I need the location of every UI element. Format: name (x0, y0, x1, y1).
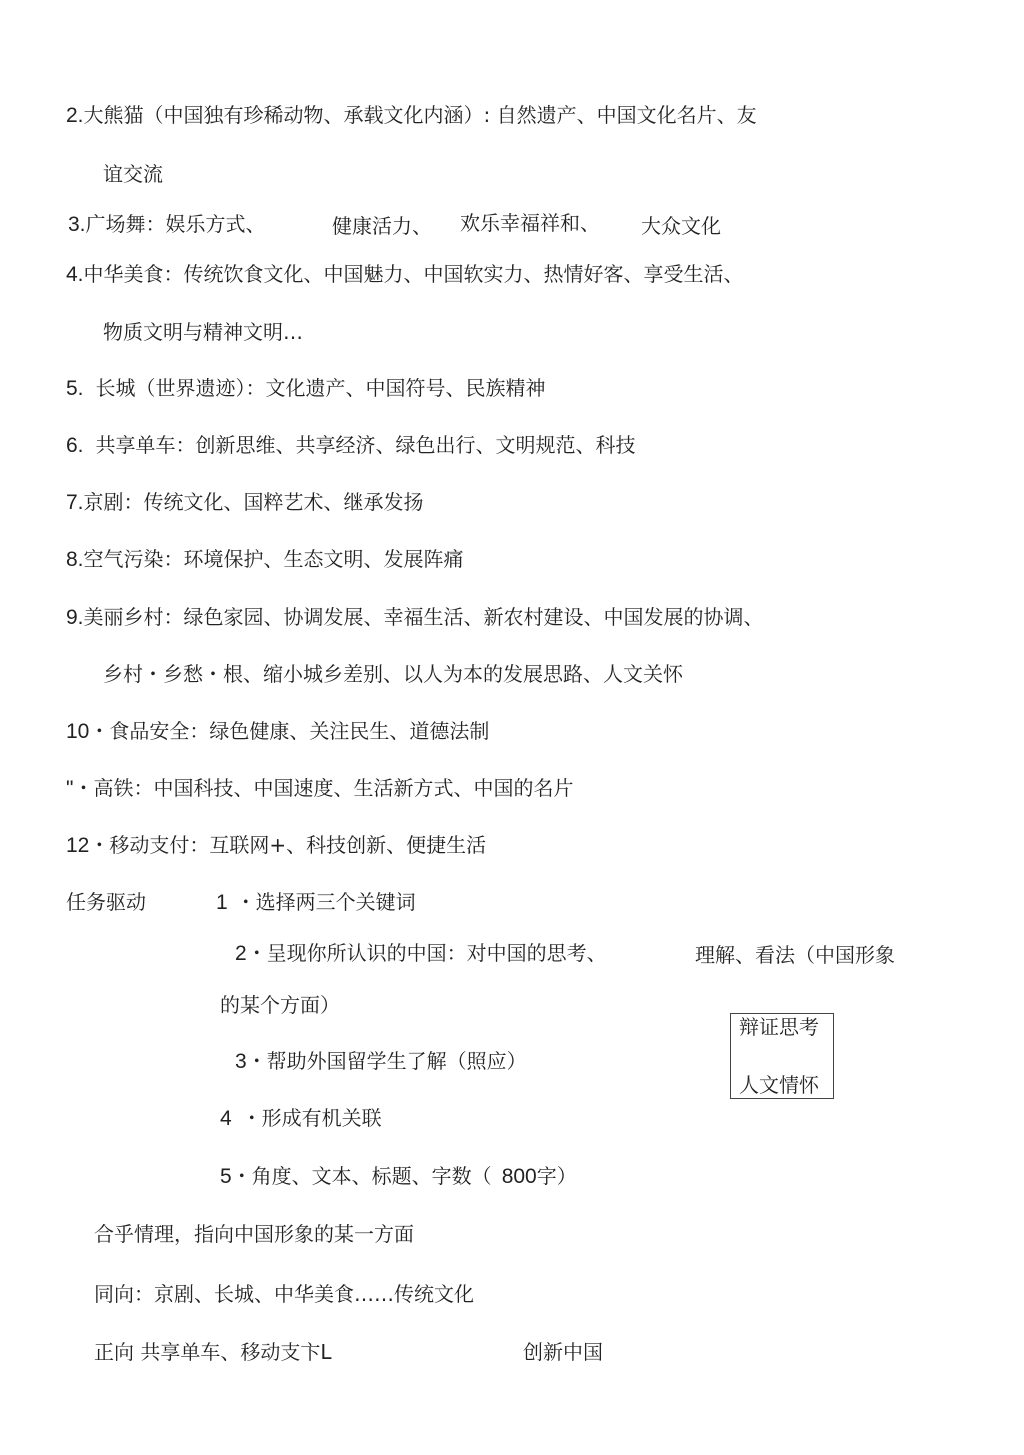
box-line-1: 辩证思考 (739, 1015, 819, 1039)
note-line-3: 正向 共享单车、移动支卞L (94, 1340, 332, 1364)
item-text: ・高铁：中国科技、中国速度、生活新方式、中国的名片 (73, 776, 574, 800)
item-text: 中华美食：传统饮食文化、中国魅力、中国软实力、热情好客、享受生活、 (83, 262, 744, 286)
item-number: 5. (66, 377, 84, 400)
item-12 (66, 832, 486, 859)
keyword-box (730, 1013, 834, 1099)
item-3-part-c: 欢乐幸福祥和、 (460, 211, 600, 235)
item-text: 共享单车：创新思维、共享经济、绿色出行、文明规范、科技 (95, 433, 636, 457)
task-step-4 (220, 1105, 382, 1132)
item-11 (66, 775, 573, 802)
item-9-continuation: 乡村・乡愁・根、缩小城乡差别、以人为本的发展思路、人文关怀 (103, 662, 683, 686)
step-number: 3 (235, 1050, 247, 1073)
item-7 (66, 489, 424, 516)
item-9 (66, 604, 764, 631)
item-5 (66, 375, 546, 402)
item-number: 6. (66, 434, 84, 457)
step-number: 2 (235, 942, 247, 965)
task-step-1 (216, 889, 416, 916)
step-number: 5 (220, 1165, 232, 1188)
box-line-2: 人文情怀 (739, 1073, 819, 1097)
step-text: ・呈现你所认识的中国：对中国的思考、 (246, 941, 607, 965)
item-text: ・移动支付：互联网+、科技创新、便捷生活 (89, 833, 487, 857)
step-text: ・帮助外国留学生了解（照应） (246, 1049, 527, 1073)
item-3-part-b: 健康活力、 (332, 214, 432, 238)
item-text: 空气污染：环境保护、生态文明、发展阵痛 (83, 547, 464, 571)
item-4 (66, 261, 744, 288)
item-6 (66, 432, 636, 459)
step-text: ・选择两三个关键词 (235, 890, 416, 914)
step-number: 4 (220, 1107, 232, 1130)
task-step-3 (235, 1048, 527, 1075)
item-number: 9. (66, 606, 84, 629)
note-line-1: 合乎情理，指向中国形象的某一方面 (94, 1222, 414, 1246)
item-10 (66, 718, 489, 745)
step-text-end: 字） (536, 1164, 577, 1188)
step-text: ・形成有机关联 (241, 1106, 382, 1130)
item-text: ・食品安全：绿色健康、关注民生、道德法制 (89, 719, 490, 743)
note-line-2: 同向：京剧、长城、中华美食……传统文化 (94, 1282, 474, 1306)
task-label: 任务驱动 (66, 890, 146, 914)
item-text: 长城（世界遗迹）：文化遗产、中国符号、民族精神 (95, 376, 546, 400)
item-3 (68, 211, 266, 238)
step-number: 1 (216, 891, 228, 914)
item-3-part-d: 大众文化 (641, 214, 721, 238)
word-count: 800 (501, 1165, 537, 1188)
step-text: ・角度、文本、标题、字数（ (231, 1164, 492, 1188)
item-number: 3. (68, 213, 86, 236)
item-number: 10 (66, 720, 90, 743)
item-text: 广场舞：娱乐方式、 (85, 212, 266, 236)
item-number: 2. (66, 104, 84, 127)
item-number: 4. (66, 263, 84, 286)
item-number: 8. (66, 548, 84, 571)
item-number: 12 (66, 834, 90, 857)
item-2-continuation: 谊交流 (103, 162, 163, 186)
item-text: 大熊猫（中国独有珍稀动物、承载文化内涵）: 自然遗产、中国文化名片、友 (83, 103, 757, 127)
task-step-2-continuation: 的某个方面） (220, 993, 340, 1017)
item-number: 7. (66, 491, 84, 514)
task-step-2 (235, 940, 607, 967)
item-text: 京剧：传统文化、国粹艺术、继承发扬 (83, 490, 424, 514)
item-8 (66, 546, 464, 573)
task-step-5 (220, 1163, 577, 1190)
item-number: " (66, 777, 74, 800)
item-4-continuation: 物质文明与精神文明… (103, 320, 303, 344)
note-line-3-tail: 创新中国 (523, 1340, 603, 1364)
task-step-2-part-b: 理解、看法（中国形象 (695, 943, 895, 967)
item-2 (66, 102, 757, 129)
item-text: 美丽乡村：绿色家园、协调发展、幸福生活、新农村建设、中国发展的协调、 (83, 605, 764, 629)
